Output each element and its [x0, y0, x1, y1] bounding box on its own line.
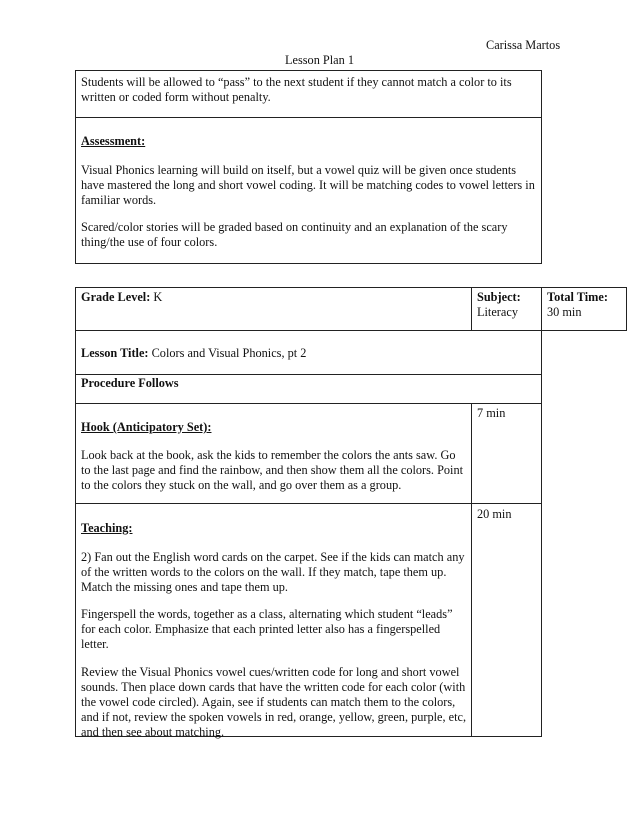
subject	[477, 290, 539, 320]
time-column-divider-top	[471, 287, 472, 331]
row-line-3	[75, 403, 542, 404]
top-box-divider	[75, 117, 542, 118]
page-title: Lesson Plan 1	[285, 53, 354, 67]
subject-label: Subject:	[477, 290, 521, 304]
assessment-paragraph-1: Visual Phonics learning will build on itself, but a vowel quiz will be given once students have mastered the long and short vowel coding. It will be matching codes to vowel letters in familiar words.	[81, 163, 535, 207]
total-time-value: 30 min	[547, 305, 582, 319]
assessment-heading: Assessment:	[81, 134, 146, 148]
lesson-title-value: Colors and Visual Phonics, pt 2	[151, 346, 307, 360]
total-time-label: Total Time:	[547, 290, 608, 304]
hook-time: 7 min	[477, 406, 506, 420]
time-column-divider-main	[471, 403, 472, 737]
teaching-paragraph-3: Review the Visual Phonics vowel cues/written code for long and short vowel sounds. Then place down cards that have the written code for each color (with the vowel code circled). Again, see if students can match them to the colors, and if not, review the spoken vowels in red, orange, yellow, green, purple, etc, and then see about matching.	[81, 665, 467, 739]
lesson-title	[81, 346, 531, 361]
teaching-paragraph-1: 2) Fan out the English word cards on the carpet. See if the kids can match any of the written words to the colors on the wall. If they match, tape them up. Match the missing ones and tape them up.	[81, 550, 465, 594]
teaching-heading: Teaching:	[81, 521, 133, 535]
hook-text: Look back at the book, ask the kids to remember the colors the ants saw. Go to the last page and find the rainbow, and then show them all the colors. Point to the colors they stuck on the wall, and go over them as a group.	[81, 448, 464, 492]
teaching-paragraph-2: Fingerspell the words, together as a class, alternating which student “leads” for each color. Emphasize that each printed letter also has a fingerspelled letter.	[81, 607, 453, 651]
row-line-4	[75, 503, 542, 504]
author-name: Carissa Martos	[486, 38, 561, 52]
grade-level-value: K	[153, 290, 163, 304]
hook-heading: Hook (Anticipatory Set):	[81, 420, 212, 434]
lesson-title-label: Lesson Title:	[81, 346, 149, 360]
teaching-time: 20 min	[477, 507, 512, 521]
subject-value: Literacy	[477, 305, 518, 319]
procedure-follows: Procedure Follows	[81, 376, 179, 390]
total-time	[547, 290, 625, 320]
assessment-paragraph-2: Scared/color stories will be graded based on continuity and an explanation of the scary thing/the use of four colors.	[81, 220, 508, 249]
row-line-1	[75, 330, 542, 331]
grade-level	[81, 290, 461, 305]
grade-level-label: Grade Level:	[81, 290, 151, 304]
row-line-2	[75, 374, 542, 375]
pass-note: Students will be allowed to “pass” to the next student if they cannot match a color to its written or coded form without penalty.	[81, 75, 512, 104]
